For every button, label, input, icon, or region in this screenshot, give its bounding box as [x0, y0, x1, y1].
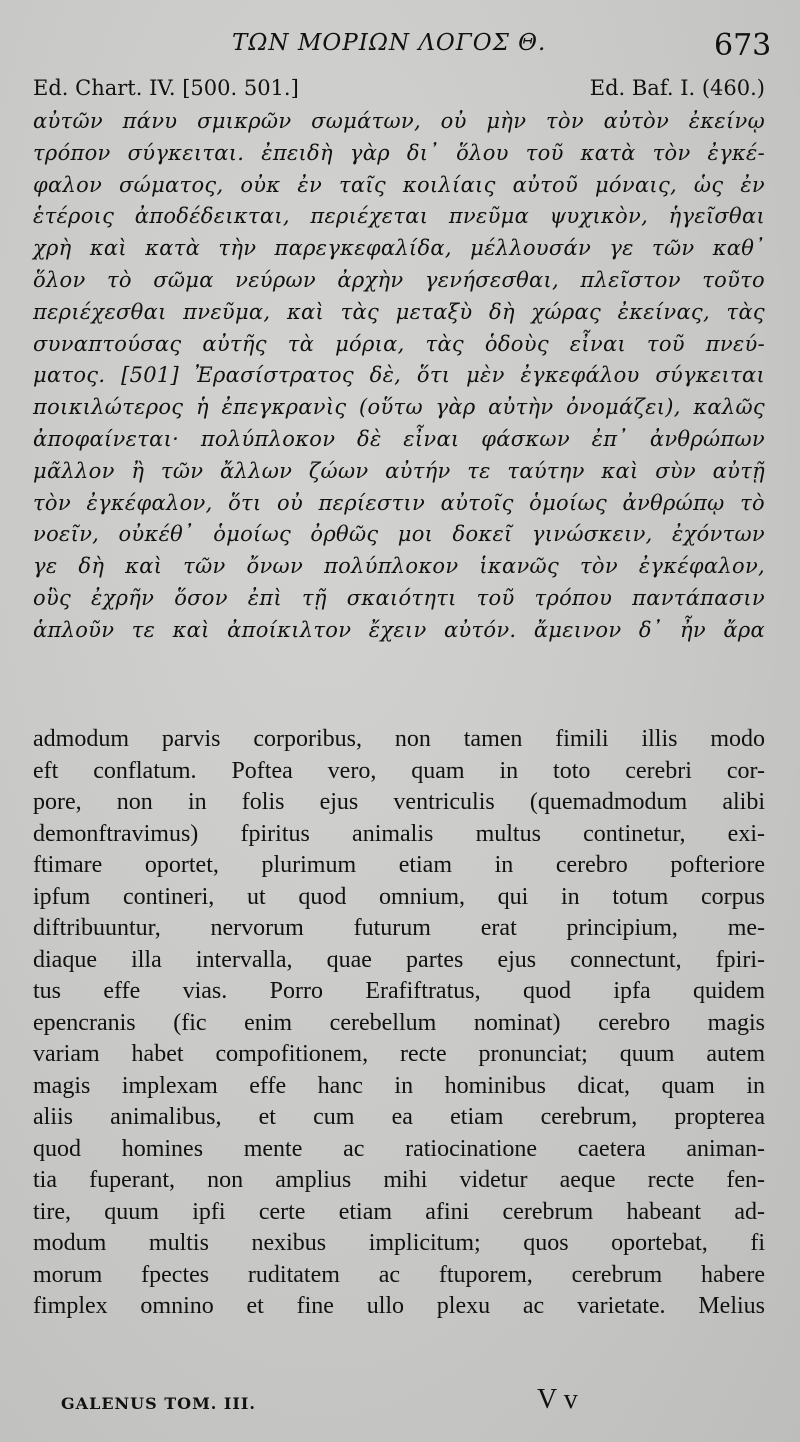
latin-line: admodum parvis corporibus, non tamen fimili illis modo	[33, 726, 765, 752]
running-head	[0, 28, 800, 68]
latin-line: aliis animalibus, et cum ea etiam cerebrum, propterea	[33, 1104, 765, 1130]
latin-line: quod homines mente ac ratiocinatione caetera animan-	[33, 1135, 765, 1162]
edition-reference-line	[33, 76, 765, 110]
latin-line: eft conflatum. Poftea vero, quam in toto cerebri cor-	[33, 757, 765, 784]
latin-line: fimplex omnino et fine ullo plexu ac varietate. Melius	[33, 1293, 765, 1319]
latin-line: tus effe vias. Porro Erafiftratus, quod ipfa quidem	[33, 978, 765, 1004]
latin-line: pore, non in folis ejus ventriculis (quemadmodum alibi	[33, 789, 765, 815]
greek-line: αὐτῶν πάνυ σμικρῶν σωμάτων, οὐ μὴν τὸν αὐτὸν ἐκείνῳ	[33, 109, 765, 133]
latin-line: modum multis nexibus implicitum; quos oportebat, fi	[33, 1230, 765, 1256]
latin-line: tire, quum ipfi certe etiam afini cerebrum habeant ad-	[33, 1198, 765, 1225]
greek-line: γε δὴ καὶ τῶν ὄνων πολύπλοκον ἱκανῶς τὸν ἐγκέφαλον,	[33, 554, 765, 579]
greek-line: οὓς ἐχρῆν ὅσον ἐπὶ τῇ σκαιότητι τοῦ τρόπου παντάπασιν	[33, 585, 765, 610]
latin-line: variam habet compofitionem, recte pronunciat; quum autem	[33, 1041, 765, 1067]
greek-line: ἁπλοῦν τε καὶ ἀποίκιλτον ἔχειν αὐτόν. ἄμεινον δ᾿ ἦν ἄρα	[33, 617, 765, 642]
latin-line: demonftravimus) fpiritus animalis multus continetur, exi-	[33, 820, 765, 847]
edition-basel-ref: Ed. Baf. I. (460.)	[589, 76, 765, 100]
greek-line: μᾶλλον ἢ τῶν ἄλλων ζώων αὐτήν τε ταύτην καὶ σὺν αὐτῇ	[33, 458, 765, 483]
greek-line: ὅλον τὸ σῶμα νεύρων ἀρχὴν γενήσεσθαι, πλεῖστον τοῦτο	[33, 267, 765, 292]
latin-line: ipfum contineri, ut quod omnium, qui in totum corpus	[33, 883, 765, 910]
gathering-signature: V v	[537, 1384, 578, 1415]
latin-text-block	[33, 724, 765, 1323]
greek-line: ἀποφαίνεται· πολύπλοκον δὲ εἶναι φάσκων ἐπ᾿ ἀνθρώπων	[33, 426, 765, 451]
latin-line: diftribuuntur, nervorum futurum erat principium, me-	[33, 915, 765, 941]
greek-line: τὸν ἐγκέφαλον, ὅτι οὐ περίεστιν αὐτοῖς ὁμοίως ἀνθρώπῳ τὸ	[33, 490, 765, 515]
greek-text-block	[33, 106, 765, 647]
greek-line: χρὴ καὶ κατὰ τὴν παρεγκεφαλίδα, μέλλουσάν γε τῶν καθ᾿	[33, 236, 765, 261]
greek-line: ματος. [501] Ἐρασίστρατος δὲ, ὅτι μὲν ἐγκεφάλου σύγκειται	[33, 363, 765, 388]
greek-line: νοεῖν, οὐκέθ᾿ ὁμοίως ὀρθῶς μοι δοκεῖ γινώσκειν, ἐχόντων	[33, 522, 765, 547]
greek-line: τρόπον σύγκειται. ἐπειδὴ γὰρ δι᾿ ὅλου τοῦ κατὰ τὸν ἐγκέ-	[33, 140, 765, 165]
greek-line: φαλον σώματος, οὐκ ἐν ταῖς κοιλίαις αὐτοῦ μόναις, ὡς ἐν	[33, 172, 765, 197]
greek-line: ποικιλώτερος ἡ ἐπεγκρανὶς (οὕτω γὰρ αὐτὴν ὀνομάζει), καλῶς	[33, 395, 765, 420]
page-number: 673	[714, 28, 772, 63]
greek-line: ἑτέροις ἀποδέδεικται, περιέχεται πνεῦμα ψυχικὸν, ἡγεῖσθαι	[33, 204, 765, 229]
edition-chartier-ref: Ed. Chart. IV. [500. 501.]	[33, 76, 299, 100]
latin-line: epencranis (fic enim cerebellum nominat) cerebro magis	[33, 1009, 765, 1036]
latin-line: tia fuperant, non amplius mihi videtur aeque recte fen-	[33, 1167, 765, 1193]
greek-line: περιέχεσθαι πνεῦμα, καὶ τὰς μεταξὺ δὴ χώρας ἐκείνας, τὰς	[33, 299, 765, 324]
signature-mark: GALENUS TOM. III.	[61, 1394, 256, 1413]
latin-line: diaque illa intervalla, quae partes ejus connectunt, fpiri-	[33, 946, 765, 973]
latin-line: ftimare oportet, plurimum etiam in cerebro pofteriore	[33, 852, 765, 878]
latin-line: magis implexam effe hanc in hominibus dicat, quam in	[33, 1072, 765, 1099]
running-title: ΤΩΝ ΜΟΡΙΩΝ ΛΟΓΟΣ Θ.	[232, 30, 547, 56]
latin-line: morum fpectes ruditatem ac ftuporem, cerebrum habere	[33, 1261, 765, 1288]
page-footer	[33, 1384, 765, 1424]
greek-line: συναπτούσας αὐτῆς τὰ μόρια, τὰς ὁδοὺς εἶναι τοῦ πνεύ-	[33, 331, 765, 356]
